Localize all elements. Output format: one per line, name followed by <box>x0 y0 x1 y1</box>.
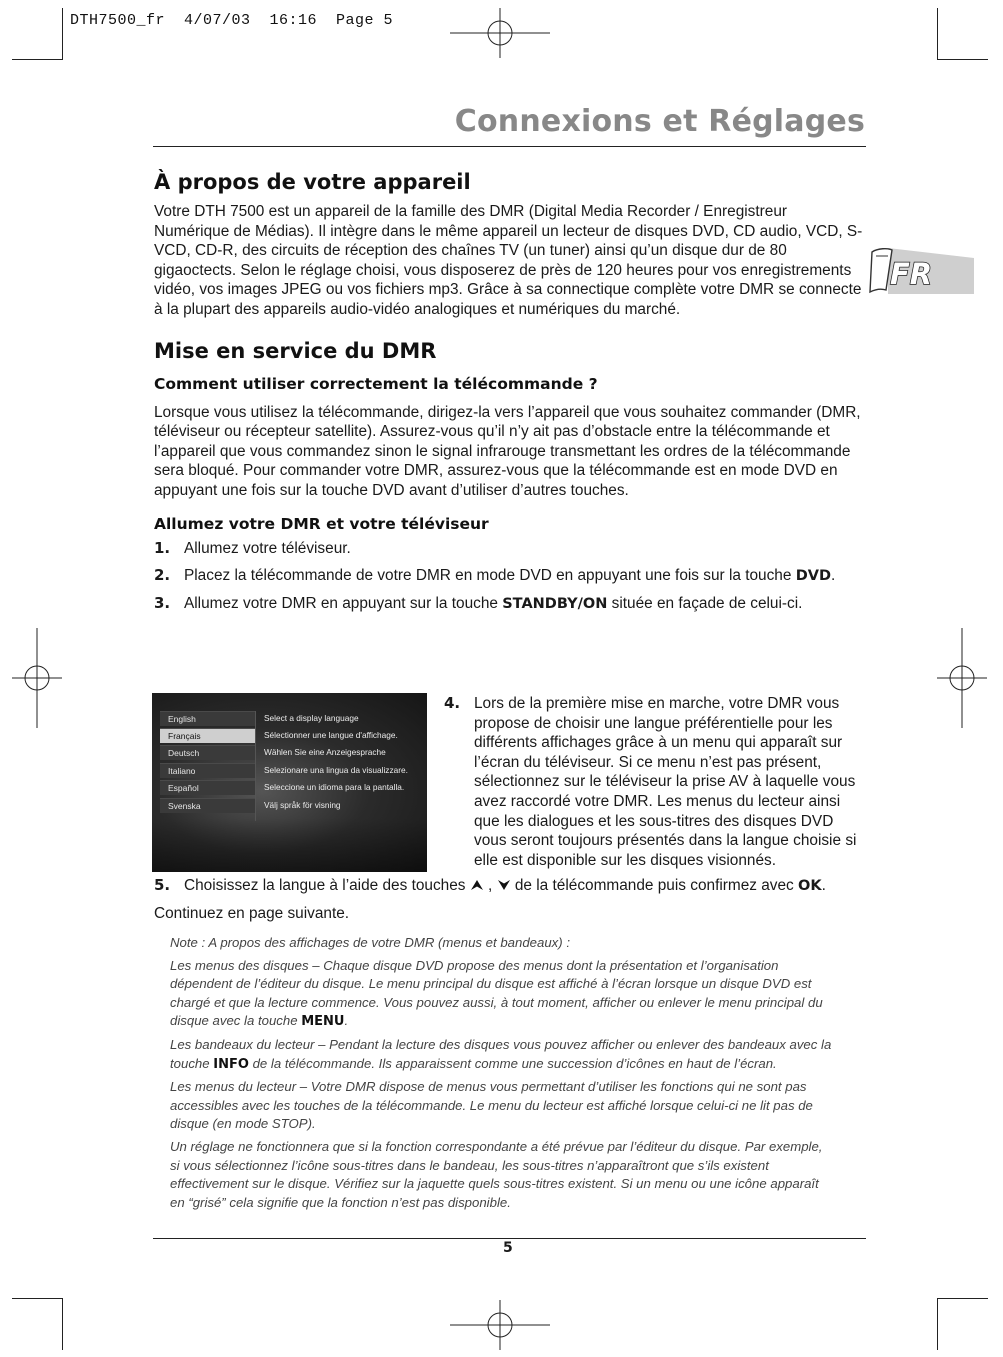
step-text: Lors de la première mise en marche, votre DMR vous propose de choisir une langue préférentielle pour les différents affichages grâce à un menu qui apparaît sur l’écran du téléviseur. Si ce menu n’est pas présent, sélectionnez sur le téléviseur la prise AV à laquelle vous avez raccordé votre DMR. Les menus du lecteur ainsi que les dialogues et les sous-titres des disques DVD vous seront toujours présentés dans la langue choisie si elle est disponible sur les disques visionnés. <box>474 695 857 869</box>
key-name: INFO <box>213 1056 249 1072</box>
menu-language-item-selected: Français <box>160 728 255 743</box>
footer-divider <box>153 1238 866 1239</box>
list-item <box>154 539 866 559</box>
key-name: MENU <box>301 1014 345 1030</box>
note-paragraph <box>170 957 834 1032</box>
menu-row <box>152 780 427 797</box>
crop-mark <box>12 1298 63 1299</box>
menu-row <box>152 728 427 745</box>
arrow-up-icon <box>470 879 484 891</box>
section-heading: Mise en service du DMR <box>154 338 437 363</box>
step-number: 5. <box>154 876 171 894</box>
language-menu-screenshot <box>152 693 427 872</box>
note-text: . <box>344 1013 349 1029</box>
page-number: 5 <box>503 1240 513 1256</box>
menu-language-item: Svenska <box>160 798 255 813</box>
menu-language-item: Italiano <box>160 763 255 778</box>
registration-mark-icon <box>450 1300 550 1350</box>
step-number: 2. <box>154 566 171 585</box>
print-slug: DTH7500_fr 4/07/03 16:16 Page 5 <box>70 12 394 29</box>
crop-mark <box>937 59 988 60</box>
step-text: Allumez votre DMR en appuyant sur la touche <box>184 594 503 612</box>
menu-language-description: Selezionare una lingua da visualizzare. <box>264 765 408 775</box>
crop-mark <box>937 1298 938 1350</box>
note-text: de la télécommande. Ils apparaissent comme une succession d’icônes en haut de l’écran. <box>248 1055 777 1071</box>
menu-row <box>152 798 427 815</box>
key-name: OK <box>798 878 822 894</box>
body-paragraph: Lorsque vous utilisez la télécommande, dirigez-la vers l’appareil que vous souhaitez commander (DMR, téléviseur ou récepteur satellite). Assurez-vous qu’il n’y ait pas d’obstacle entre la télécommande et l’appareil que vous commandez sinon le signal infrarouge transmettant les ordres de la télécommande sera bloqué. Pour commander votre DMR, assurez-vous que la télécommande est en mode DVD en appuyant une fois sur la touche DVD avant d’utiliser d’autres touches. <box>154 403 861 499</box>
note-heading: Note : A propos des affichages de votre DMR (menus et bandeaux) : <box>170 935 570 950</box>
list-item <box>154 594 866 615</box>
note-block <box>170 934 834 1216</box>
registration-mark-icon <box>12 628 62 728</box>
menu-row <box>152 711 427 728</box>
section-heading: À propos de votre appareil <box>154 170 471 194</box>
step-number: 4. <box>444 694 461 712</box>
menu-language-item: Deutsch <box>160 745 255 760</box>
crop-mark <box>62 8 63 60</box>
step-text: . <box>830 567 836 585</box>
subsection-heading: Allumez votre DMR et votre téléviseur <box>154 514 489 533</box>
continue-note: Continuez en page suivante. <box>154 905 350 922</box>
steps-list <box>154 539 866 615</box>
menu-language-description: Seleccione un idioma para la pantalla. <box>264 782 405 792</box>
crop-mark <box>937 8 938 60</box>
step-number: 3. <box>154 593 171 612</box>
menu-language-description: Wählen Sie eine Anzeigesprache <box>264 747 386 757</box>
title-divider <box>153 146 866 147</box>
menu-row <box>152 745 427 762</box>
step-text: , <box>483 877 497 894</box>
note-paragraph: Les menus du lecteur – Votre DMR dispose de menus vous permettant d’utiliser les fonctions qui ne sont pas accessibles avec les touches de la télécommande. Le menu du lecteur est affiché lorsque celui-ci ne lit pas de disque (en mode STOP). <box>170 1079 813 1132</box>
key-name: DVD <box>795 568 831 585</box>
step-text: située en façade de celui-ci. <box>607 594 803 612</box>
menu-language-description: Sélectionner une langue d'affichage. <box>264 730 398 740</box>
note-paragraph: Un réglage ne fonctionnera que si la fonction correspondante a été prévue par l’éditeur du disque. Par exemple, si vous sélectionnez l’icône sous-titres dans le bandeau, les sous-titres n’apparaîtront que s’ils existent effectivement sur le disque. Vérifiez sur la jaquette quels sous-titres existent. Si un menu ou une icône apparaît en “grisé” cela signifie que la fonction n’est pas disponible. <box>170 1138 823 1210</box>
list-item <box>444 694 866 870</box>
key-name: STANDBY/ON <box>502 595 608 612</box>
note-text: Les bandeaux du lecteur – Pendant la lecture des disques vous pouvez afficher ou enlever des bandeaux avec la touche <box>170 1036 832 1071</box>
note-text: Les menus des disques – Chaque disque DVD propose des menus dont la présentation et l’organisation dépendent de l’éditeur du disque. Le menu principal du disque est affiché à l’écran lorsque un disque DVD est chargé et que la lecture commence. Vous pouvez aussi, à tout moment, afficher ou enlever le menu principal du disque avec la touche <box>170 957 823 1029</box>
page-title: Connexions et Réglages <box>454 104 865 139</box>
step-text: de la télécommande puis confirmez avec <box>510 877 799 894</box>
step-number: 1. <box>154 538 171 557</box>
step-text: . <box>821 877 826 894</box>
steps-list <box>154 876 866 897</box>
step-text: Placez la télécommande de votre DMR en mode DVD en appuyant une fois sur la touche <box>184 567 796 585</box>
crop-mark <box>937 1298 988 1299</box>
main-content <box>154 170 866 614</box>
subsection-heading: Comment utiliser correctement la télécommande ? <box>154 374 598 393</box>
registration-mark-icon <box>450 8 550 58</box>
list-item <box>154 876 866 897</box>
menu-row <box>152 763 427 780</box>
steps-list <box>444 694 866 870</box>
menu-language-item: Español <box>160 780 255 795</box>
body-paragraph: Votre DTH 7500 est un appareil de la famille des DMR (Digital Media Recorder / Enregistreur Numérique de Médias). Il intègre dans le même appareil un lecteur de disques DVD, CD audio, VCD, S-VCD, CD-R, des circuits de réception des chaînes TV (un tuner) ainsi qu’un disque dur de 80 gigaoctects. Selon le réglage choisi, vous disposerez de près de 120 heures pour vos enregistrements vidéo, vos images JPEG ou vos fichiers mp3. Grâce à sa connectique complète votre DMR se connecte à la plupart des appareils audio-vidéo analogiques et numériques du marché. <box>154 203 863 318</box>
arrow-down-icon <box>497 879 511 891</box>
menu-language-item: English <box>160 711 255 726</box>
crop-mark <box>62 1298 63 1350</box>
crop-mark <box>12 59 63 60</box>
note-paragraph <box>170 1036 834 1074</box>
language-tab-fr <box>868 246 978 298</box>
menu-background-shade <box>152 818 427 872</box>
menu-language-description: Select a display language <box>264 713 359 723</box>
registration-mark-icon <box>937 628 987 728</box>
step-text: Choisissez la langue à l’aide des touches <box>184 877 470 894</box>
language-tab-label: FR <box>890 257 933 291</box>
menu-language-description: Välj språk för visning <box>264 800 341 810</box>
step-text: Allumez votre téléviseur. <box>184 539 351 557</box>
list-item <box>154 566 866 587</box>
